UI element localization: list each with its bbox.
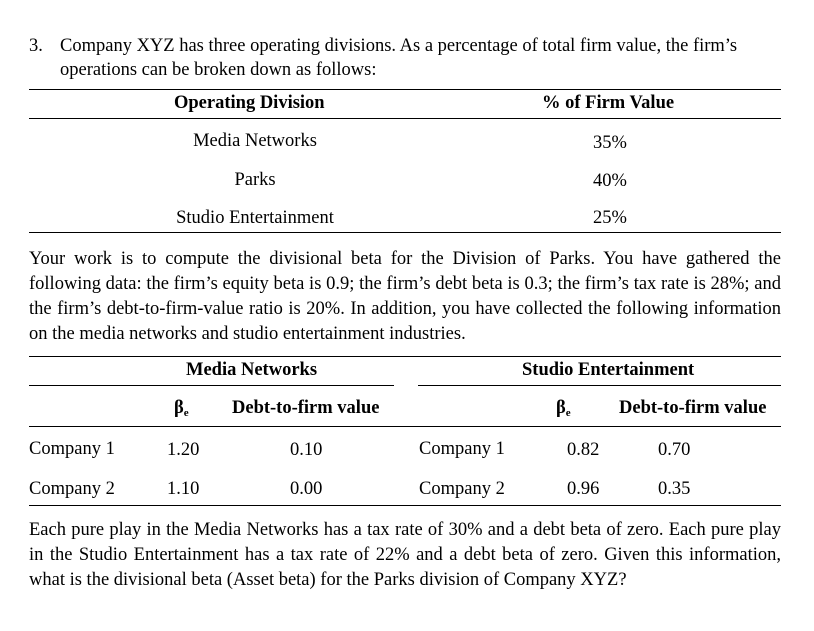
media-debt-value: 0.00 xyxy=(290,479,323,499)
beta-subscript: e xyxy=(183,407,189,419)
question-intro-line1: Company XYZ has three operating divisions. As a percentage of total firm value, the firm’s xyxy=(60,36,738,56)
division-table-bottom-rule xyxy=(29,232,781,233)
division-row-percent: 40% xyxy=(593,171,627,191)
comparables-bottom-rule xyxy=(29,505,781,506)
studio-company-label: Company 2 xyxy=(419,479,505,499)
media-beta-value: 1.10 xyxy=(167,479,200,499)
division-row-name: Studio Entertainment xyxy=(176,208,334,228)
paragraph-1: Your work is to compute the divisional beta for the Division of Parks. You have gathered the following data: the firm’s equity beta is 0.9; the firm’s debt beta is 0.3; the firm’s tax rate is 28%; and the firm’s debt-to-firm-value ratio is 20%. In addition, you have collected the following information on the media networks and studio entertainment industries. xyxy=(29,249,781,344)
studio-debt-header: Debt-to-firm value xyxy=(619,398,767,418)
media-company-label: Company 2 xyxy=(29,479,115,499)
studio-group-rule xyxy=(418,385,781,386)
division-row-percent: 35% xyxy=(593,133,627,153)
comparables-table-top-rule xyxy=(29,356,781,357)
studio-company-label: Company 1 xyxy=(419,439,505,459)
media-debt-header: Debt-to-firm value xyxy=(232,398,380,418)
division-table-top-rule xyxy=(29,89,781,90)
division-table-header-rule xyxy=(29,118,781,119)
question-intro-line2: operations can be broken down as follows: xyxy=(60,60,377,80)
studio-entertainment-header: Studio Entertainment xyxy=(522,360,695,380)
comparables-header-rule xyxy=(29,426,781,427)
media-beta-value: 1.20 xyxy=(167,440,200,460)
media-networks-header: Media Networks xyxy=(186,360,318,380)
percent-header: % of Firm Value xyxy=(542,93,675,113)
studio-debt-value: 0.35 xyxy=(658,479,691,499)
studio-beta-value: 0.82 xyxy=(567,440,600,460)
division-row-name: Parks xyxy=(234,170,276,190)
division-row-percent: 25% xyxy=(593,208,627,228)
question-number: 3. xyxy=(29,36,43,56)
beta-symbol: β xyxy=(556,398,566,418)
media-debt-value: 0.10 xyxy=(290,440,323,460)
division-header: Operating Division xyxy=(174,93,325,113)
beta-subscript: e xyxy=(565,407,571,419)
studio-debt-value: 0.70 xyxy=(658,440,691,460)
division-row-name: Media Networks xyxy=(193,131,317,151)
media-beta-header xyxy=(174,398,189,419)
beta-symbol: β xyxy=(174,398,184,418)
studio-beta-header xyxy=(556,398,571,419)
media-group-rule xyxy=(29,385,394,386)
studio-beta-value: 0.96 xyxy=(567,479,600,499)
paragraph-2: Each pure play in the Media Networks has a tax rate of 30% and a debt beta of zero. Each pure play in the Studio Entertainment has a tax rate of 22% and a debt beta of zero. Given this information, what is the divisional beta (Asset beta) for the Parks division of Company XYZ? xyxy=(29,520,781,590)
media-company-label: Company 1 xyxy=(29,439,115,459)
